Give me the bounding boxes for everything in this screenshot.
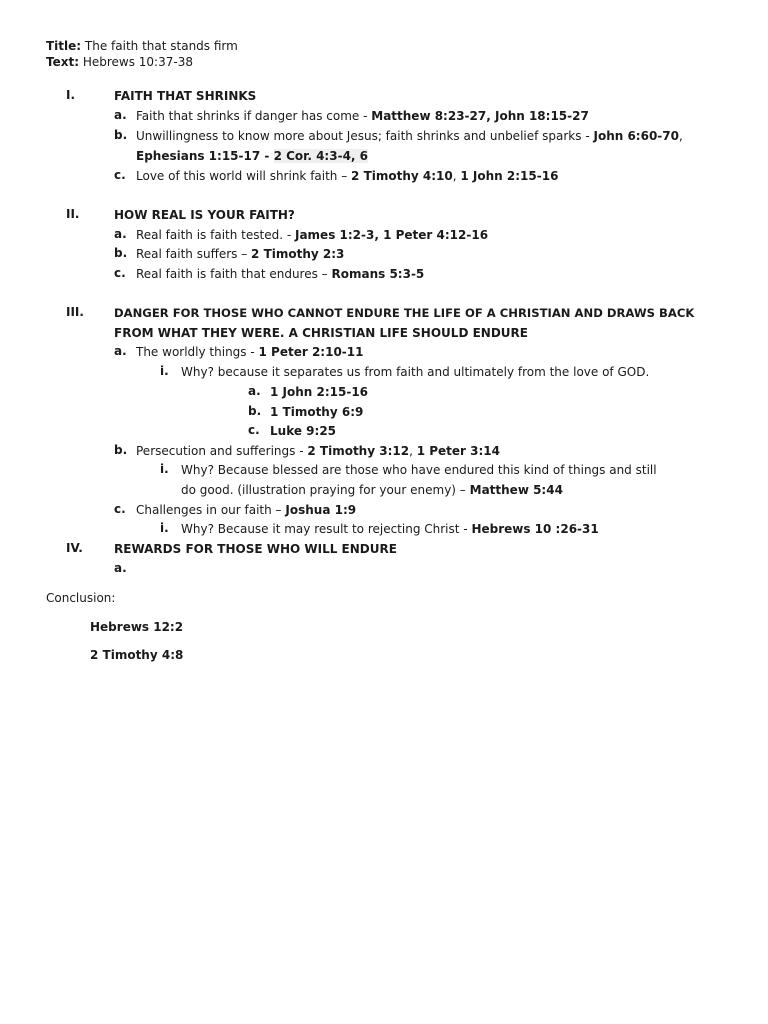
- sub-list-item: Why? because it separates us from faith and ultimately from the love of GOD.: [181, 365, 650, 379]
- list-item: [136, 168, 558, 184]
- scripture-ref: 2 Cor. 4:3-4, 6: [273, 149, 368, 163]
- item-marker: a.: [114, 108, 127, 122]
- section-3-heading-continuation: FROM WHAT THEY WERE. A CHRISTIAN LIFE SHOULD ENDURE: [114, 326, 528, 340]
- scripture-ref: Matthew 5:44: [469, 483, 563, 497]
- item-marker: b.: [114, 246, 128, 260]
- section-2-number: II.: [66, 207, 80, 221]
- item-text: Love of this world will shrink faith –: [136, 169, 352, 183]
- list-item-continuation: [136, 148, 368, 164]
- scripture-ref: Joshua 1:9: [285, 503, 357, 517]
- scripture-ref: Romans 5:3-5: [331, 267, 425, 281]
- scripture-ref: 1 John 2:15-16: [270, 385, 369, 399]
- list-item: [136, 266, 424, 282]
- scripture-ref: 1 Peter 4:12-16: [383, 228, 489, 242]
- list-item: [136, 344, 363, 360]
- section-3-number: III.: [66, 305, 84, 319]
- text-label: Text:: [46, 55, 80, 69]
- scripture-ref: 2 Timothy 2:3: [251, 247, 345, 261]
- section-1-number: I.: [66, 88, 76, 102]
- scripture-ref: 2 Timothy 3:12: [307, 444, 410, 458]
- section-2-heading: HOW REAL IS YOUR FAITH?: [114, 208, 295, 222]
- item-marker: a.: [114, 561, 127, 575]
- scripture-ref: Hebrews 10 :26-31: [471, 522, 599, 536]
- scripture-ref: Ephesians 1:15-17 -: [136, 149, 274, 163]
- list-item: [136, 443, 500, 459]
- item-marker: c.: [114, 168, 126, 182]
- item-text: The worldly things -: [136, 345, 259, 359]
- sermon-title: The faith that stands firm: [81, 39, 238, 53]
- item-text: Challenges in our faith –: [136, 503, 286, 517]
- item-text: Unwillingness to know more about Jesus; faith shrinks and unbelief sparks -: [136, 129, 594, 143]
- scripture-ref: 1 John 2:15-16: [460, 169, 559, 183]
- scripture-ref: John 6:60-70: [593, 129, 679, 143]
- scripture-ref: Luke 9:25: [270, 424, 337, 438]
- item-text: Why? Because it may result to rejecting Christ -: [181, 522, 472, 536]
- list-item: [136, 502, 356, 518]
- item-marker: c.: [114, 502, 126, 516]
- conclusion-ref: 2 Timothy 4:8: [90, 648, 184, 662]
- scripture-text: Hebrews 10:37-38: [79, 55, 193, 69]
- list-item: [136, 246, 344, 262]
- sub-list-item: [181, 521, 599, 537]
- ref-separator: ,: [374, 228, 384, 242]
- list-item: [136, 108, 589, 124]
- sub-list-item: Why? Because blessed are those who have endured this kind of things and still: [181, 463, 657, 477]
- item-text: Real faith is faith that endures –: [136, 267, 332, 281]
- section-4-number: IV.: [66, 541, 83, 555]
- item-marker: b.: [114, 128, 128, 142]
- item-marker: c.: [114, 266, 126, 280]
- scripture-ref: 2 Timothy 4:10: [351, 169, 453, 183]
- scripture-ref: John 18:15-27: [494, 109, 589, 123]
- item-text: Real faith suffers –: [136, 247, 252, 261]
- ref-separator: ,: [678, 129, 683, 143]
- item-marker: b.: [114, 443, 128, 457]
- title-line: [46, 38, 238, 54]
- list-item: [136, 227, 488, 243]
- list-item: [136, 128, 683, 144]
- ref-marker: b.: [248, 404, 262, 418]
- title-label: Title:: [46, 39, 82, 53]
- text-line: [46, 54, 193, 70]
- scripture-ref: 1 Peter 3:14: [416, 444, 500, 458]
- ref-separator: ,: [486, 109, 495, 123]
- subitem-marker: i.: [160, 521, 169, 535]
- scripture-ref: Matthew 8:23-27: [371, 109, 487, 123]
- scripture-ref: 1 Timothy 6:9: [270, 405, 364, 419]
- section-4-heading: REWARDS FOR THOSE WHO WILL ENDURE: [114, 542, 397, 556]
- item-text: Faith that shrinks if danger has come -: [136, 109, 372, 123]
- ref-marker: a.: [248, 384, 261, 398]
- ref-separator: ,: [452, 169, 461, 183]
- section-3-heading: DANGER FOR THOSE WHO CANNOT ENDURE THE LIFE OF A CHRISTIAN AND DRAWS BACK: [114, 306, 695, 320]
- scripture-ref: James 1:2-3: [294, 228, 375, 242]
- item-text: Real faith is faith tested. -: [136, 228, 295, 242]
- item-text: do good. (illustration praying for your enemy) –: [181, 483, 470, 497]
- conclusion-label: Conclusion:: [46, 591, 116, 605]
- sub-list-item-continuation: [181, 482, 563, 498]
- item-marker: a.: [114, 227, 127, 241]
- conclusion-ref: Hebrews 12:2: [90, 620, 184, 634]
- subitem-marker: i.: [160, 364, 169, 378]
- section-1-heading: FAITH THAT SHRINKS: [114, 89, 257, 103]
- ref-separator: ,: [409, 444, 417, 458]
- ref-marker: c.: [248, 423, 260, 437]
- item-text: Persecution and sufferings -: [136, 444, 308, 458]
- item-marker: a.: [114, 344, 127, 358]
- subitem-marker: i.: [160, 462, 169, 476]
- scripture-ref: 1 Peter 2:10-11: [258, 345, 364, 359]
